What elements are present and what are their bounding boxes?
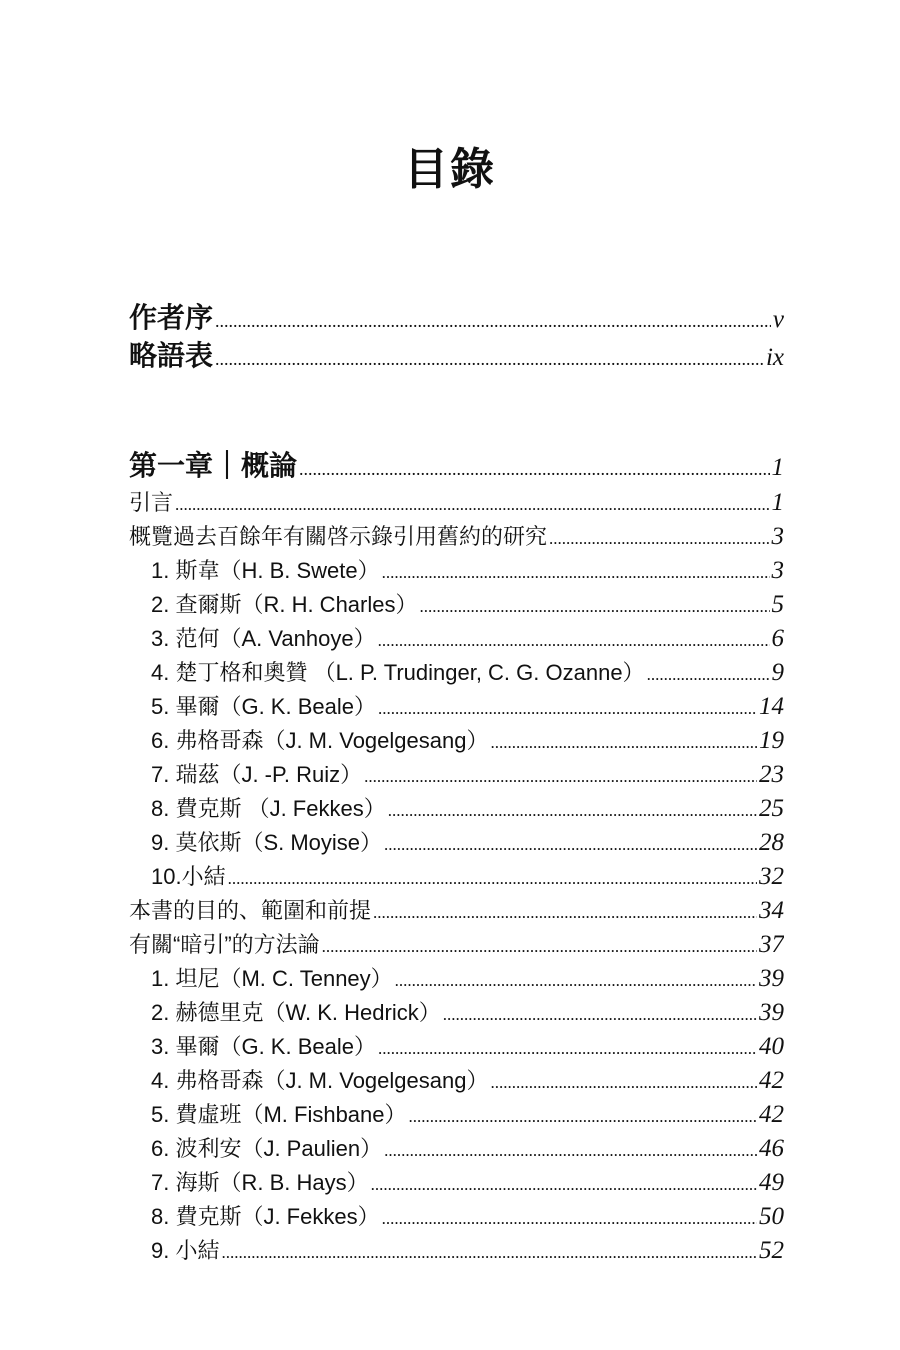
toc-entry-page: 19	[759, 727, 784, 754]
leader-dots	[409, 1100, 757, 1132]
toc-entry-page: 1	[771, 489, 784, 516]
toc-subsection-entry[interactable]	[129, 826, 784, 860]
toc-entry-label: 1. 斯韋（H. B. Swete）	[151, 558, 380, 583]
toc-entry-page: 50	[759, 1203, 784, 1230]
toc-entry-label: 1. 坦尼（M. C. Tenney）	[151, 966, 393, 991]
toc-entry-page: 42	[759, 1067, 784, 1094]
leader-dots	[384, 828, 757, 860]
leader-dots	[378, 1032, 757, 1064]
chapter-entries	[129, 486, 784, 1268]
leader-dots	[443, 998, 757, 1030]
toc-entry-page: 25	[759, 795, 784, 822]
leader-dots	[228, 862, 757, 894]
toc-entry-page: 46	[759, 1135, 784, 1162]
toc-entry-page: 39	[759, 999, 784, 1026]
leader-dots	[215, 302, 771, 337]
toc-chapter-page: 1	[771, 454, 784, 481]
toc-entry-page: 52	[759, 1237, 784, 1264]
toc-chapter-label: 第一章｜概論	[129, 449, 298, 482]
toc-entry-page: 3	[771, 523, 784, 550]
toc-entry-label: 2. 查爾斯（R. H. Charles）	[151, 592, 418, 617]
leader-dots	[647, 658, 770, 690]
toc-entry-label: 7. 瑞茲（J. -P. Ruiz）	[151, 762, 363, 787]
toc-chapter-heading[interactable]	[129, 446, 784, 486]
toc-entry-page: v	[772, 306, 784, 333]
toc-entry-page: 40	[759, 1033, 784, 1060]
toc-entry-label: 4. 弗格哥森（J. M. Vogelgesang）	[151, 1068, 489, 1093]
front-matter-list	[129, 299, 784, 375]
toc-entry-label: 作者序	[129, 301, 214, 334]
toc-entry-label: 8. 費克斯 （J. Fekkes）	[151, 796, 386, 821]
leader-dots	[420, 590, 770, 622]
leader-dots	[299, 449, 769, 486]
toc-subsection-entry[interactable]	[129, 656, 784, 690]
leader-dots	[384, 1134, 757, 1166]
leader-dots	[388, 794, 757, 826]
toc-entry-label: 引言	[129, 490, 174, 515]
toc-entry-label: 有關“暗引”的方法論	[129, 932, 320, 957]
toc-entry-page: 9	[771, 659, 784, 686]
toc-section-entry[interactable]	[129, 486, 784, 520]
toc-section-entry[interactable]	[129, 928, 784, 962]
toc-subsection-entry[interactable]	[129, 996, 784, 1030]
toc-entry-label: 2. 赫德里克（W. K. Hedrick）	[151, 1000, 441, 1025]
toc-entry-label: 本書的目的、範圍和前提	[129, 898, 372, 923]
toc-subsection-entry[interactable]	[129, 860, 784, 894]
page-title: 目錄	[404, 144, 496, 195]
toc-subsection-entry[interactable]	[129, 1166, 784, 1200]
leader-dots	[382, 1202, 757, 1234]
toc-entry-page: 42	[759, 1101, 784, 1128]
leader-dots	[395, 964, 757, 996]
leader-dots	[490, 726, 757, 758]
toc-subsection-entry[interactable]	[129, 1132, 784, 1166]
toc-entry-page: 28	[759, 829, 784, 856]
leader-dots	[221, 1236, 757, 1268]
toc-subsection-entry[interactable]	[129, 1030, 784, 1064]
toc-entry-label: 3. 畢爾（G. K. Beale）	[151, 1034, 376, 1059]
toc-subsection-entry[interactable]	[129, 1200, 784, 1234]
toc-subsection-entry[interactable]	[129, 554, 784, 588]
toc-entry-label: 8. 費克斯（J. Fekkes）	[151, 1204, 380, 1229]
toc-subsection-entry[interactable]	[129, 622, 784, 656]
leader-dots	[364, 760, 757, 792]
toc-entry-page: 49	[759, 1169, 784, 1196]
toc-entry-abbreviations[interactable]	[129, 337, 784, 375]
toc-entry-label: 5. 費虛班（M. Fishbane）	[151, 1102, 407, 1127]
leader-dots	[378, 624, 770, 656]
toc-entry-label: 6. 波利安（J. Paulien）	[151, 1136, 383, 1161]
toc-entry-label: 9. 小結	[151, 1238, 220, 1263]
leader-dots	[373, 896, 757, 928]
leader-dots	[382, 556, 770, 588]
toc-entry-label: 略語表	[129, 339, 214, 372]
leader-dots	[175, 488, 769, 520]
leader-dots	[549, 522, 769, 554]
toc-entry-page: 6	[771, 625, 784, 652]
chapter-list	[129, 446, 784, 1268]
toc-subsection-entry[interactable]	[129, 724, 784, 758]
toc-subsection-entry[interactable]	[129, 690, 784, 724]
toc-subsection-entry[interactable]	[129, 962, 784, 996]
toc-subsection-entry[interactable]	[129, 1064, 784, 1098]
leader-dots	[378, 692, 757, 724]
leader-dots	[322, 930, 757, 962]
toc-entry-page: ix	[765, 344, 784, 371]
toc-entry-label: 9. 莫依斯（S. Moyise）	[151, 830, 383, 855]
toc-entry-label: 概覽過去百餘年有關啓示錄引用舊約的研究	[129, 524, 548, 549]
toc-section-entry[interactable]	[129, 520, 784, 554]
toc-entry-page: 3	[771, 557, 784, 584]
toc-entry-preface[interactable]	[129, 299, 784, 337]
toc-entry-page: 39	[759, 965, 784, 992]
toc-entry-page: 14	[759, 693, 784, 720]
toc-subsection-entry[interactable]	[129, 758, 784, 792]
toc-subsection-entry[interactable]	[129, 792, 784, 826]
leader-dots	[215, 340, 764, 375]
leader-dots	[490, 1066, 757, 1098]
toc-subsection-entry[interactable]	[129, 588, 784, 622]
toc-subsection-entry[interactable]	[129, 1098, 784, 1132]
toc-entry-page: 23	[759, 761, 784, 788]
toc-entry-page: 34	[759, 897, 784, 924]
toc-entry-label: 7. 海斯（R. B. Hays）	[151, 1170, 369, 1195]
toc-section-entry[interactable]	[129, 894, 784, 928]
leader-dots	[371, 1168, 757, 1200]
toc-entry-label: 6. 弗格哥森（J. M. Vogelgesang）	[151, 728, 489, 753]
toc-entry-label: 5. 畢爾（G. K. Beale）	[151, 694, 376, 719]
toc-entry-page: 32	[759, 863, 784, 890]
toc-entry-label: 10.小結	[151, 864, 226, 889]
toc-entry-label: 3. 范何（A. Vanhoye）	[151, 626, 376, 651]
toc-entry-page: 5	[771, 591, 784, 618]
toc-entry-page: 37	[759, 931, 784, 958]
toc-entry-label: 4. 楚丁格和奧贊 （L. P. Trudinger, C. G. Ozanne）	[151, 660, 645, 685]
toc-subsection-entry[interactable]	[129, 1234, 784, 1268]
